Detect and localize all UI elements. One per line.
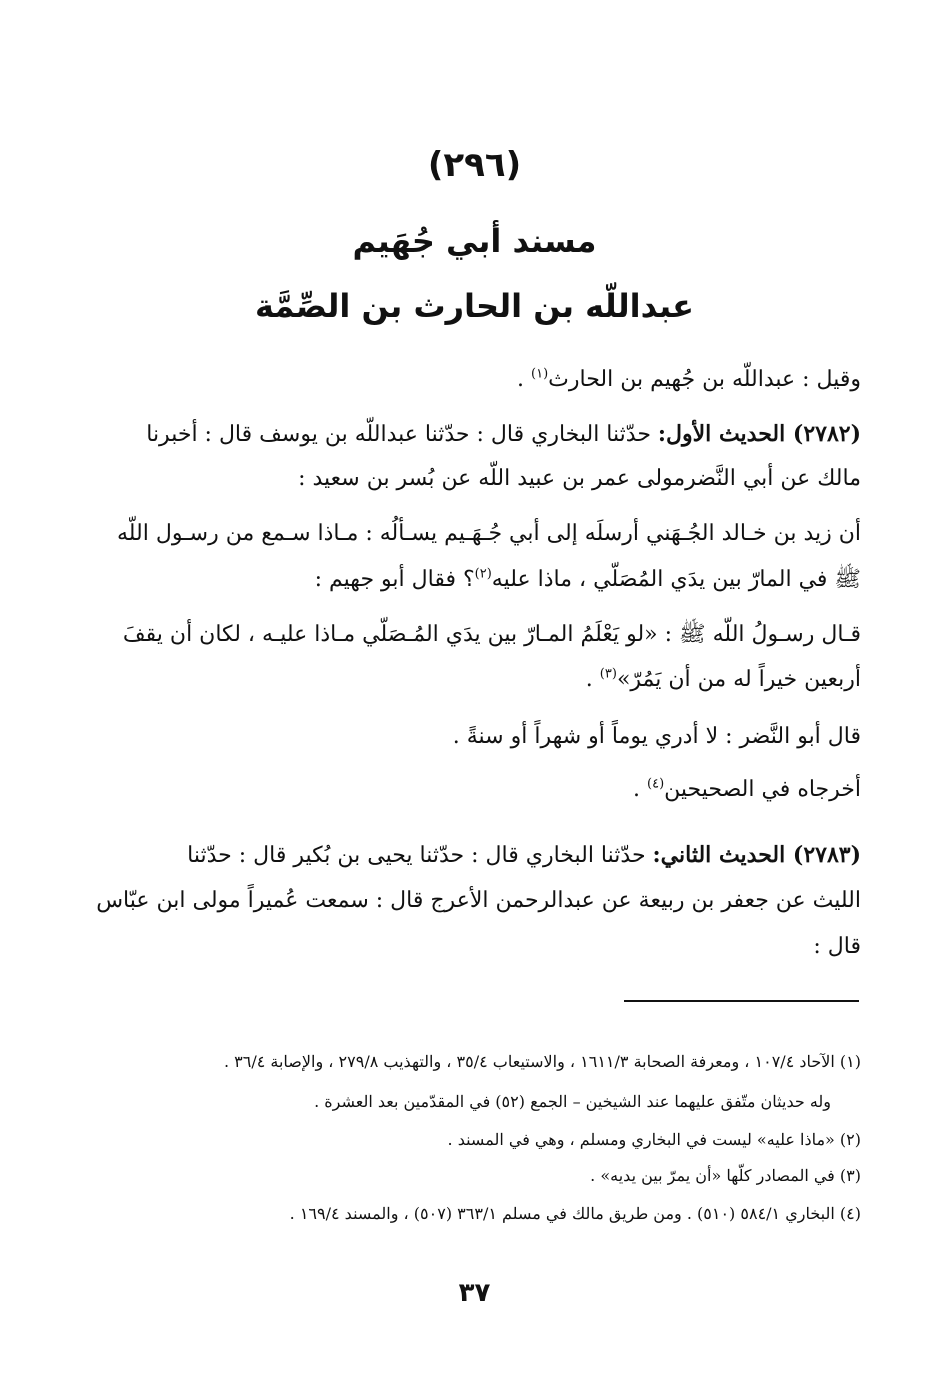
- hadith-1-para-4: قال أبو النَّضر : لا أدري يوماً أو شهراً أو سنةً .: [452, 724, 861, 749]
- footnote-2: (٢) «ماذا عليه» ليست في البخاري ومسلم ، وهي في المسند .: [447, 1130, 861, 1149]
- hadith-2-line-2: الليث عن جعفر بن ربيعة عن عبدالرحمن الأعرج قال : سمعت عُميراً مولى ابن عبّاس: [96, 888, 861, 913]
- hadith-1-para-5-end: .: [633, 777, 648, 802]
- musnad-number: (٢٩٦): [427, 145, 522, 185]
- footnote-ref-3: (٣): [599, 666, 617, 682]
- hadith-2-line-1: [86, 840, 861, 871]
- hadith-1-para-3-line-2: [86, 665, 861, 695]
- hadith-1-para-5: [86, 775, 861, 805]
- footnote-ref-1: (١): [531, 366, 549, 382]
- hadith-1-para-3-line-1: قـال رسـولُ اللّه ﷺ : «لو يَعْلَمُ المـارّ بين يدَي المُـصَلّي مـاذا عليـه ، لكان أن يقفَ: [122, 622, 861, 647]
- hadith-2-text-1: حدّثنا البخاري قال : حدّثنا يحيى بن بُكير قال : حدّثنا: [187, 843, 653, 868]
- hadith-2-line-3: قال :: [813, 934, 861, 959]
- intro-end: .: [517, 367, 532, 392]
- hadith-1-label: (٢٧٨٢) الحديث الأول:: [657, 421, 861, 447]
- hadith-1-para-5-text: أخرجاه في الصحيحين: [664, 777, 861, 802]
- hadith-1-para-2-line-2: [86, 565, 861, 595]
- footnote-1: (١) الآحاد ١٠٧/٤ ، ومعرفة الصحابة ١٦١١/٣ ، والاستيعاب ٣٥/٤ ، والتهذيب ٢٧٩/٨ ، والإصابة ٣٦/٤ .: [223, 1052, 861, 1071]
- hadith-1-text-1: حدّثنا البخاري قال : حدّثنا عبداللّه بن يوسف قال : أخبرنا: [146, 422, 658, 447]
- intro-text: وقيل : عبداللّه بن جُهيم بن الحارث: [548, 367, 861, 392]
- hadith-1-para-2-text-a: ﷺ في المارّ بين يدَي المُصَلّي ، ماذا عليه: [491, 567, 861, 592]
- footnote-ref-4: (٤): [647, 776, 665, 792]
- page-number: ٣٧: [458, 1278, 491, 1308]
- footnote-1-continuation: وله حديثان متّفق عليهما عند الشيخين – الجمع (٥٢) في المقدّمين بعد العشرة .: [314, 1092, 831, 1111]
- hadith-1-para-3-text-b: .: [585, 667, 600, 692]
- footnote-separator: [624, 1000, 859, 1002]
- footnote-4: (٤) البخاري ٥٨٤/١ (٥١٠) . ومن طريق مالك في مسلم ٣٦٣/١ (٥٠٧) ، والمسند ١٦٩/٤ .: [289, 1204, 861, 1223]
- intro-line: [86, 365, 861, 395]
- musnad-title: مسند أبي جُهَيم: [352, 222, 597, 260]
- companion-name: عبداللّه بن الحارث بن الصِّمَّة: [254, 287, 695, 325]
- hadith-1-line-2: مالك عن أبي النَّضرمولى عمر بن عبيد اللّه عن بُسر بن سعيد :: [298, 466, 861, 491]
- footnote-3: (٣) في المصادر كلّها «أن يمرّ بين يديه» .: [590, 1166, 861, 1185]
- footnote-ref-2: (٢): [474, 566, 492, 582]
- hadith-2-label: (٢٧٨٣) الحديث الثاني:: [652, 842, 861, 868]
- hadith-1-para-3-text-a: أربعين خيراً له من أن يَمُرّ»: [616, 667, 861, 692]
- hadith-1-line-1: [86, 419, 861, 450]
- hadith-1-para-2-line-1: أن زيد بن خـالد الجُـهَني أرسلَه إلى أبي جُـهَـيم يسـألُه : مـاذا سـمع من رسـول اللّه: [116, 521, 861, 546]
- hadith-1-para-2-text-b: ؟ فقال أبو جهيم :: [314, 567, 475, 592]
